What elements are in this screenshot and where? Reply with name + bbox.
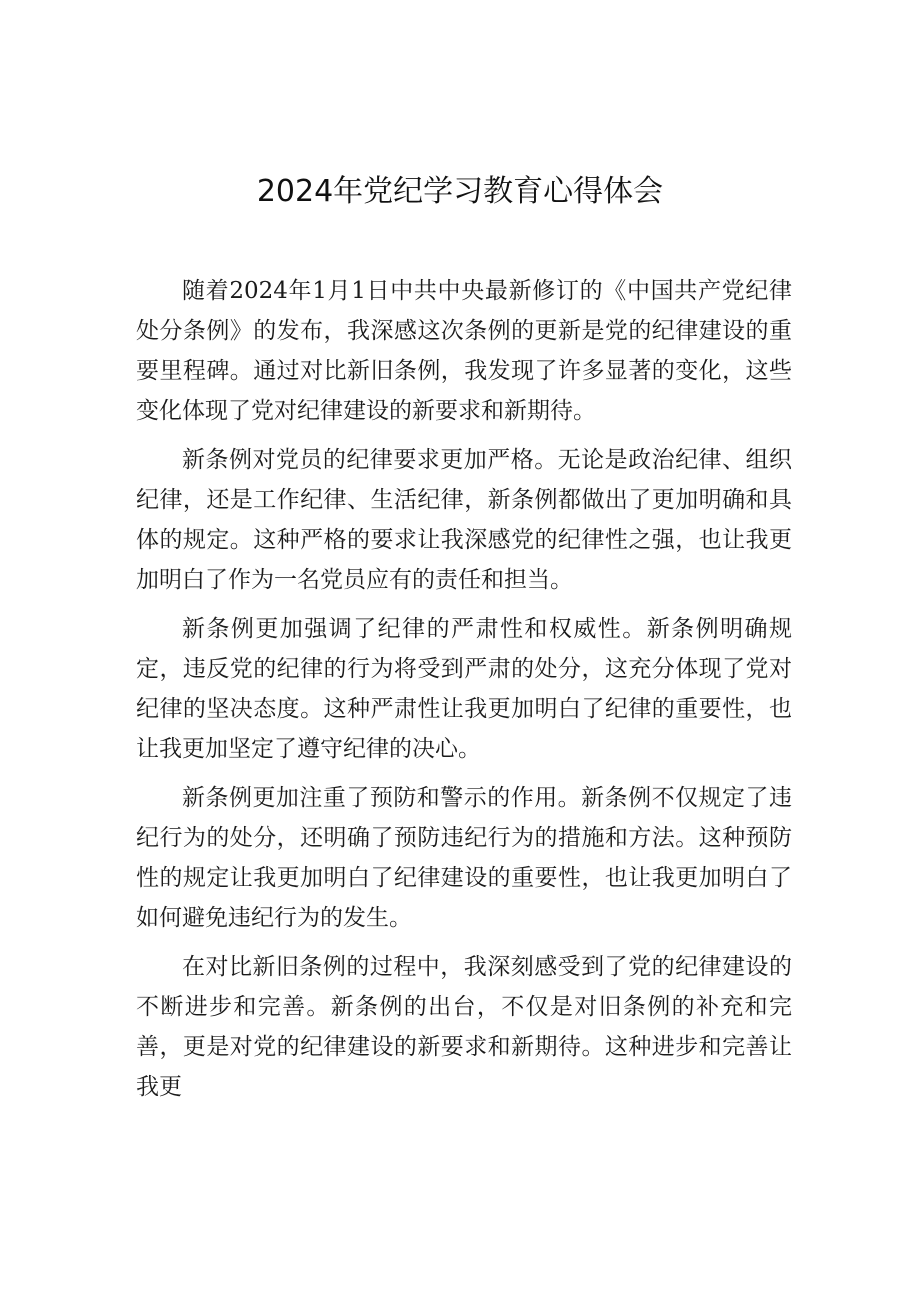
paragraph-1: 随着2024年1月1日中共中央最新修订的《中国共产党纪律处分条例》的发布，我深感这次条例的更新是党的纪律建设的重要里程碑。通过对比新旧条例，我发现了许多显著的变化，这些变化体现了党对纪律建设的新要求和新期待。 (136, 278, 792, 424)
paragraph-2: 新条例对党员的纪律要求更加严格。无论是政治纪律、组织纪律，还是工作纪律、生活纪律，新条例都做出了更加明确和具体的规定。这种严格的要求让我深感党的纪律性之强，也让我更加明白了作为一名党员应有的责任和担当。 (136, 447, 792, 593)
document-title: 2024年党纪学习教育心得体会 (256, 174, 664, 209)
paragraph-4: 新条例更加注重了预防和警示的作用。新条例不仅规定了违纪行为的处分，还明确了预防违纪行为的措施和方法。这种预防性的规定让我更加明白了纪律建设的重要性，也让我更加明白了如何避免违纪行为的发生。 (136, 785, 792, 931)
paragraph-3: 新条例更加强调了纪律的严肃性和权威性。新条例明确规定，违反党的纪律的行为将受到严肃的处分，这充分体现了党对纪律的坚决态度。这种严肃性让我更加明白了纪律的重要性，也让我更加坚定了遵守纪律的决心。 (136, 616, 792, 762)
paragraph-5: 在对比新旧条例的过程中，我深刻感受到了党的纪律建设的不断进步和完善。新条例的出台，不仅是对旧条例的补充和完善，更是对党的纪律建设的新要求和新期待。这种进步和完善让我更 (136, 954, 792, 1100)
document-body (136, 271, 792, 1116)
